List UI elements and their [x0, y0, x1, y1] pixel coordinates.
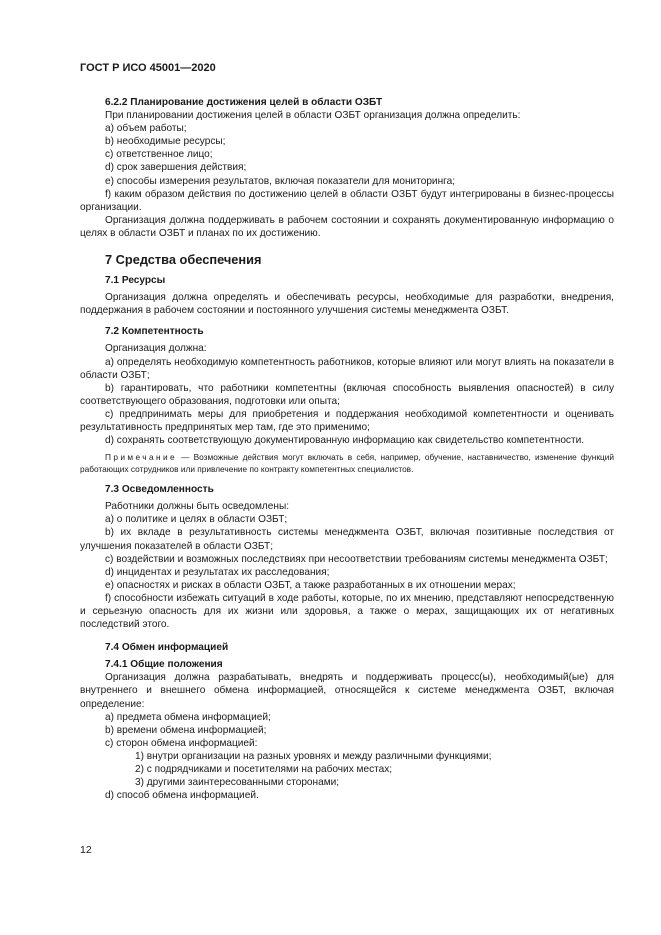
sub-list-item: 2) с подрядчиками и посетителями на рабочих местах;	[135, 764, 393, 776]
sub-list-item: 1) внутри организации на разных уровнях и между различными функциями;	[135, 750, 492, 762]
list-item: c) сторон обмена информацией:	[105, 737, 258, 749]
note-label: Примечание	[105, 452, 178, 463]
sub-list-item: 3) другими заинтересованными сторонами;	[135, 777, 340, 789]
paragraph: Организация должна разрабатывать, внедрять и поддерживать процесс(ы), необходимый(ые) для внутреннего и внешнего обмена информацией, относящейся к системе менеджмента ОЗБТ, включая определение:	[80, 672, 614, 710]
list-item: b) их вкладе в результативность системы менеджмента ОЗБТ, включая позитивные последствия от улучшения показателей в области ОЗБТ;	[80, 527, 614, 552]
list-item: f) каким образом действия по достижению целей в области ОЗБТ будут интегрированы в бизнес-процессы организации.	[80, 188, 614, 213]
section-7-4-title: 7.4 Обмен информацией	[105, 642, 229, 654]
paragraph: Организация должна:	[105, 343, 207, 355]
section-7-4-1-title: 7.4.1 Общие положения	[105, 659, 223, 671]
list-item: b) гарантировать, что работники компетентны (включая способность выявления опасностей) в силу соответствующего образования, подготовки или опыта;	[80, 382, 614, 407]
section-7-title: 7 Средства обеспечения	[105, 252, 262, 268]
list-item: c) предпринимать меры для приобретения и поддержания необходимой компетентности и оценивать результативность предпринятых мер там, где это применимо;	[80, 408, 614, 433]
list-item: c) ответственное лицо;	[105, 149, 213, 161]
list-item: c) воздействии и возможных последствиях при несоответствии требованиям системы менеджмента ОЗБТ;	[105, 553, 608, 565]
list-item: a) о политике и целях в области ОЗБТ;	[105, 514, 288, 526]
section-6-2-2-title: 6.2.2 Планирование достижения целей в области ОЗБТ	[105, 97, 383, 108]
note-text: — Возможные действия могут включать в себя, например, обучение, наставничество, изменение функций работающих сотрудников или привлечение по контракту компетентных специалистов.	[80, 452, 614, 475]
list-item: d) срок завершения действия;	[105, 162, 247, 174]
paragraph: Организация должна поддерживать в рабочем состоянии и сохранять документированную информацию о целях в области ОЗБТ и планах по их достижению.	[80, 214, 614, 239]
section-7-1-title: 7.1 Ресурсы	[105, 275, 166, 287]
list-item: a) определять необходимую компетентность работников, которые влияют или могут влиять на показатели в области ОЗБТ;	[80, 356, 614, 381]
list-item: b) необходимые ресурсы;	[105, 136, 226, 148]
page-number: 12	[80, 844, 92, 856]
section-7-3-title: 7.3 Осведомленность	[105, 484, 214, 496]
list-item: d) сохранять соответствующую документированную информацию как свидетельство компетентности.	[105, 435, 585, 447]
list-item: b) времени обмена информацией;	[105, 724, 267, 736]
list-item: d) инцидентах и результатах их расследования;	[105, 566, 330, 578]
list-item: e) способы измерения результатов, включая показатели для мониторинга;	[105, 175, 456, 187]
list-item: d) способ обмена информацией.	[105, 790, 259, 802]
document-header: ГОСТ Р ИСО 45001—2020	[80, 62, 216, 74]
list-item: f) способности избежать ситуаций в ходе работы, которые, по их мнению, представляют непосредственную и серьезную опасность для их жизни или здоровья, а также о мерах, защищающих их от негативных последствий этого.	[80, 592, 614, 631]
note	[80, 451, 614, 475]
list-item: a) объем работы;	[105, 123, 187, 135]
list-item: a) предмета обмена информацией;	[105, 711, 271, 723]
section-7-2-title: 7.2 Компетентность	[105, 326, 204, 338]
paragraph: Организация должна определять и обеспечивать ресурсы, необходимые для разработки, внедрения, поддержания в рабочем состоянии и постоянного улучшения системы менеджмента ОЗБТ.	[80, 292, 614, 317]
list-item: e) опасностях и рисках в области ОЗБТ, а также разработанных в их отношении мерах;	[105, 579, 516, 591]
page-content	[80, 96, 614, 802]
paragraph: Работники должны быть осведомлены:	[105, 501, 290, 513]
paragraph: При планировании достижения целей в области ОЗБТ организация должна определить:	[105, 110, 521, 122]
